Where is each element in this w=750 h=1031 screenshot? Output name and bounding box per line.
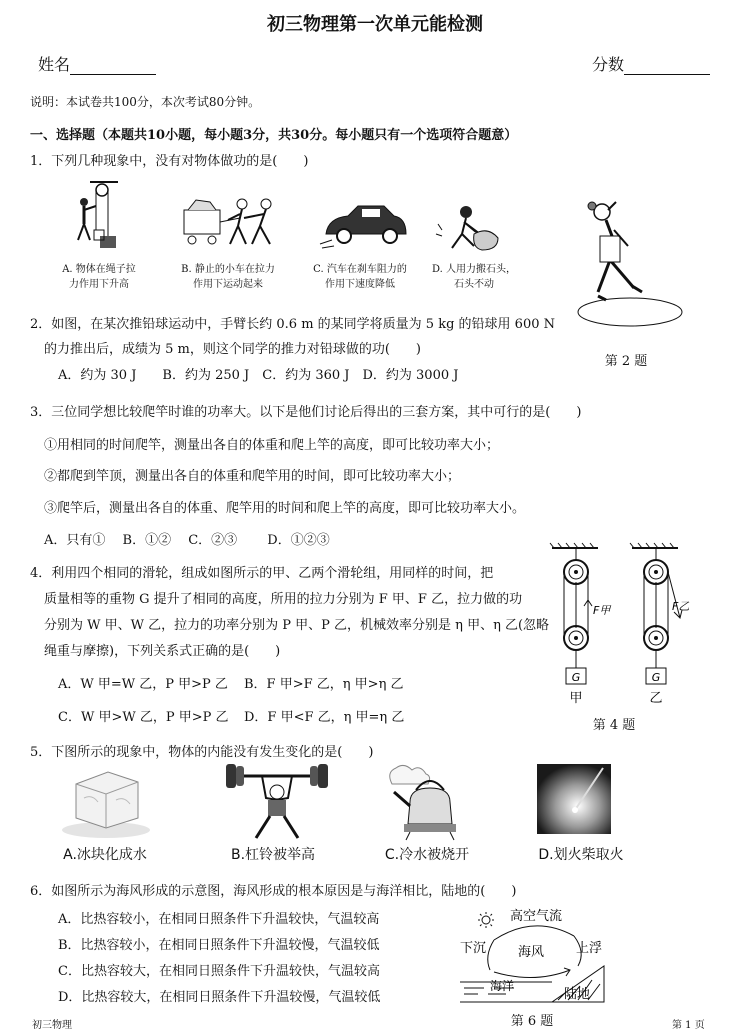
- pulley-label-yi: 乙: [649, 691, 663, 706]
- q1-caption-a: [44, 262, 154, 292]
- sun-icon: [478, 912, 494, 928]
- question-6-stem: 6．如图所示为海风形成的示意图，海风形成的根本原因是与海洋相比，陆地的( ): [30, 884, 517, 899]
- question-3-options: A．只有① B．①② C．②③ D．①②③: [44, 533, 330, 548]
- label-sink: 下沉: [460, 941, 487, 956]
- q6-figure-label: 第 6 题: [510, 1014, 554, 1029]
- question-1-stem: 1．下列几种现象中，没有对物体做功的是( ): [30, 154, 309, 169]
- q5-figure-kettle: [380, 762, 476, 842]
- q1-caption-a-line1: A. 物体在绳子拉: [62, 264, 136, 275]
- weight-label-left: G: [571, 671, 581, 684]
- exam-note: 说明：本试卷共100分，本次考试80分钟。: [30, 95, 261, 109]
- q5-figure-ice: [58, 764, 154, 840]
- pulley-label-jia: 甲: [569, 691, 583, 706]
- q5-figure-match: [537, 764, 611, 834]
- question-6-option-c: C．比热容较大，在相同日照条件下升温较快，气温较高: [58, 964, 380, 979]
- page-title: 初三物理第一次单元能检测: [267, 14, 483, 35]
- question-4-option-a: A．W 甲=W 乙，P 甲>P 乙: [58, 677, 228, 692]
- question-4-option-c: C．W 甲>W 乙，P 甲>P 乙: [58, 710, 229, 725]
- question-4-line2: 质量相等的重物 G 提升了相同的高度，所用的拉力分别为 F 甲、F 乙，拉力做的功: [44, 592, 523, 607]
- q2-figure-shotput: [568, 196, 688, 334]
- q2-figure-label: 第 2 题: [604, 354, 648, 369]
- question-3-stem: 3．三位同学想比较爬竿时谁的功率大。以下是他们讨论后得出的三套方案，其中可行的是( ): [30, 405, 582, 420]
- name-label: 姓名: [38, 55, 71, 74]
- force-label-right: F乙: [672, 600, 690, 613]
- question-6-option-b: B．比热容较小，在相同日照条件下升温较慢，气温较低: [58, 938, 380, 953]
- question-4-option-d: D．F 甲<F 乙，η 甲=η 乙: [244, 710, 405, 725]
- question-2-line2: 的力推出后，成绩为 5 m，则这个同学的推力对铅球做的功( ): [44, 342, 422, 357]
- question-3-plan1: ①用相同的时间爬竿，测量出各自的体重和爬上竿的高度，即可比较功率大小；: [44, 438, 500, 453]
- force-label-left: F甲: [593, 604, 611, 617]
- question-5-stem: 5．下图所示的现象中，物体的内能没有发生变化的是( ): [30, 745, 374, 760]
- q5-caption-d: D.划火柴取火: [538, 847, 624, 863]
- question-3-plan2: ②都爬到竿顶，测量出各自的体重和爬竿用的时间，即可比较功率大小；: [44, 469, 461, 484]
- q1-figure-a: [70, 180, 130, 258]
- question-4-option-b: B．F 甲>F 乙，η 甲>η 乙: [244, 677, 404, 692]
- q6-sea-breeze-diagram: [454, 900, 614, 1010]
- q1-caption-d-line2: 石头不动: [454, 279, 494, 290]
- q1-figure-b: [180, 196, 290, 256]
- q4-pulley-diagram: [546, 542, 696, 710]
- question-6-option-d: D．比热容较大，在相同日照条件下升温较慢，气温较低: [58, 990, 381, 1005]
- question-2-options: A．约为 30 J B．约为 250 J C．约为 360 J D．约为 3000 J: [58, 368, 459, 383]
- q1-caption-c: [300, 262, 420, 292]
- q1-caption-d: [424, 262, 524, 292]
- question-2-line1: 2．如图，在某次推铅球运动中，手臂长约 0.6 m 的某同学将质量为 5 kg 的铅球用 600 N: [30, 317, 555, 332]
- q1-caption-b-line1: B. 静止的小车在拉力: [181, 264, 275, 275]
- label-land: 陆地: [564, 987, 591, 1002]
- footer-page-number: 第 1 页: [672, 1020, 705, 1031]
- question-4-line3: 分别为 W 甲、W 乙，拉力的功率分别为 P 甲、P 乙，机械效率分别是 η 甲、η 乙(忽略: [44, 618, 550, 633]
- q1-caption-a-line2: 力作用下升高: [69, 279, 129, 290]
- q1-caption-b: [168, 262, 288, 292]
- label-rise: 上浮: [576, 941, 603, 956]
- question-3-plan3: ③爬竿后，测量出各自的体重、爬竿用的时间和爬上竿的高度，即可比较功率大小。: [44, 501, 526, 516]
- score-label: 分数: [592, 55, 625, 74]
- q1-caption-d-line1: D. 人用力搬石头，: [431, 264, 517, 275]
- q1-caption-c-line1: C. 汽车在刹车阻力的: [313, 264, 407, 275]
- q5-caption-a: A.冰块化成水: [63, 847, 147, 863]
- score-field[interactable]: [592, 52, 710, 75]
- name-field[interactable]: [38, 52, 156, 75]
- q1-figure-d: [432, 204, 502, 258]
- q1-caption-b-line2: 作用下运动起来: [193, 279, 263, 290]
- q1-caption-c-line2: 作用下速度降低: [325, 279, 395, 290]
- question-6-option-a: A．比热容较小，在相同日照条件下升温较快，气温较高: [58, 912, 380, 927]
- q5-figure-barbell: [222, 762, 332, 842]
- section-heading: 一、选择题（本题共10小题，每小题3分，共30分。每小题只有一个选项符合题意）: [30, 128, 518, 143]
- question-4-line1: 4．利用四个相同的滑轮，组成如图所示的甲、乙两个滑轮组，用同样的时间，把: [30, 566, 494, 581]
- q1-figure-c: [318, 200, 410, 252]
- q4-figure-label: 第 4 题: [592, 718, 636, 733]
- name-blank[interactable]: [70, 58, 156, 75]
- question-4-line4: 绳重与摩擦)，下列关系式正确的是( ): [44, 644, 281, 659]
- q5-caption-c: C.冷水被烧开: [384, 847, 470, 863]
- label-sea: 海洋: [490, 979, 515, 993]
- q5-caption-b: B.杠铃被举高: [230, 847, 316, 863]
- label-upper-airflow: 高空气流: [510, 909, 563, 924]
- label-sea-breeze: 海风: [518, 945, 545, 960]
- footer-subject: 初三物理: [32, 1020, 72, 1031]
- weight-label-right: G: [651, 671, 661, 684]
- score-blank[interactable]: [624, 58, 710, 75]
